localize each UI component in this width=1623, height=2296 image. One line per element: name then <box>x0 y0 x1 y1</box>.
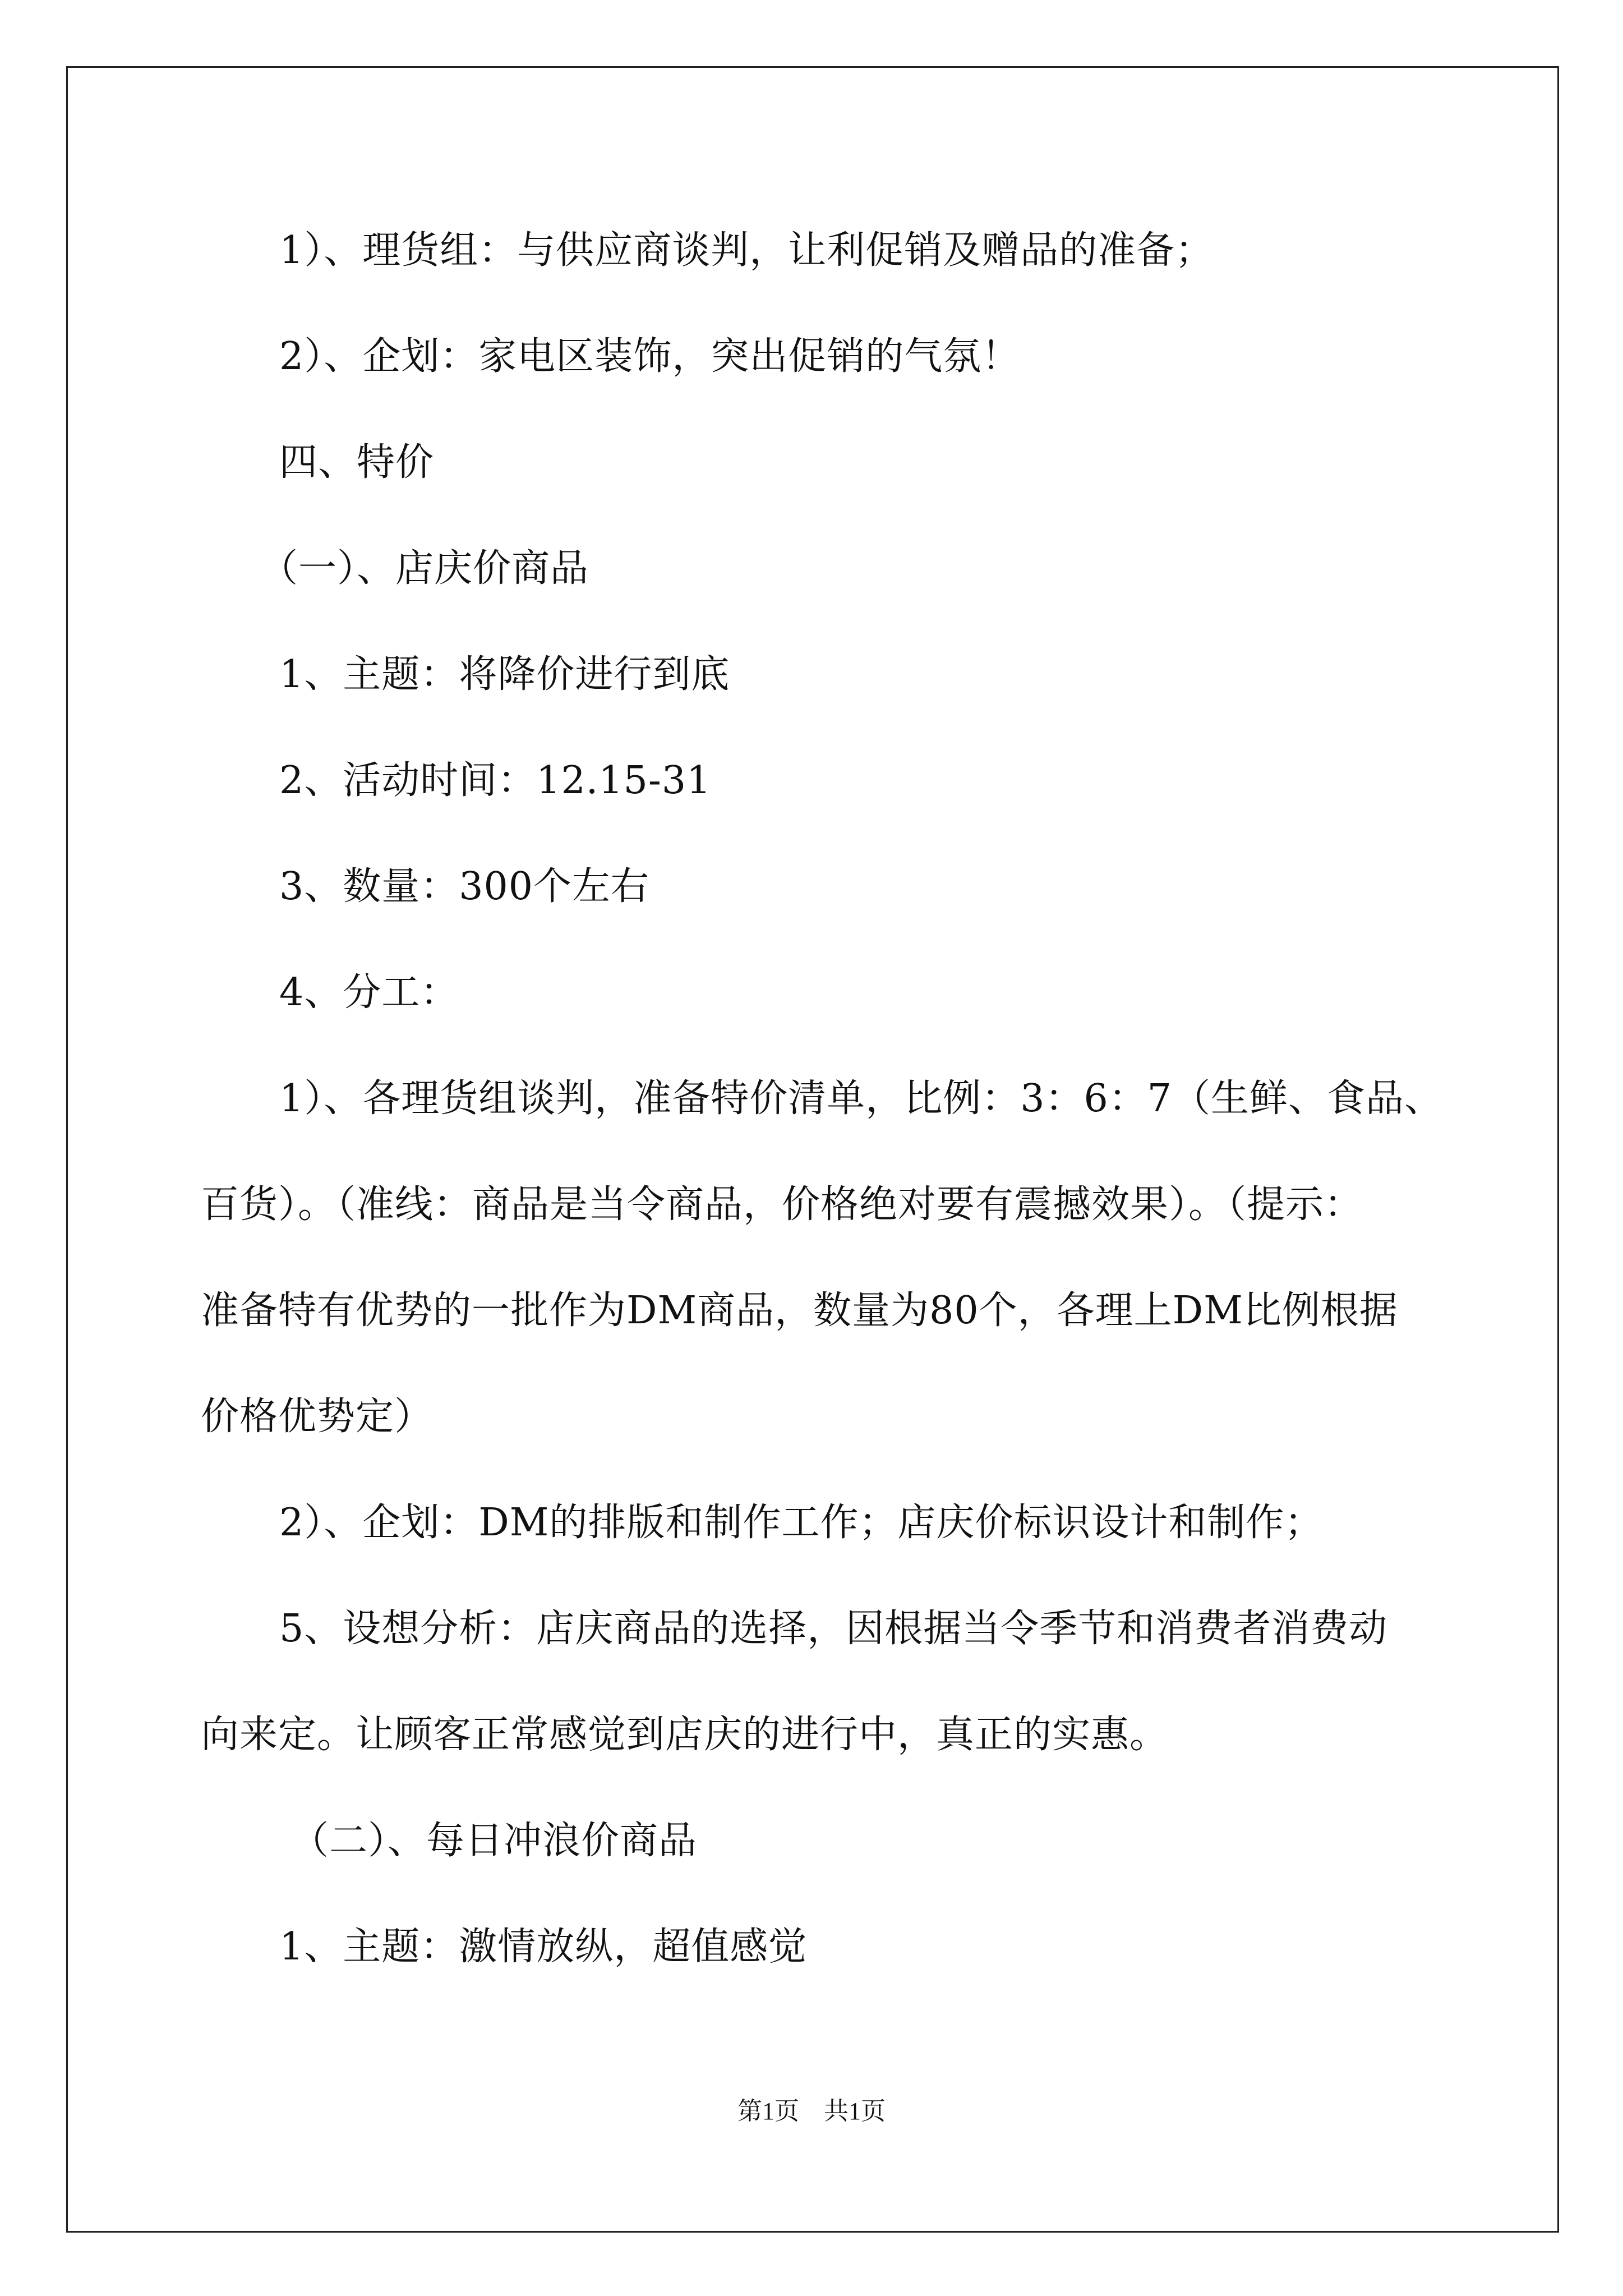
page-border <box>66 66 1559 2233</box>
page-footer: 第1页 共1页 <box>737 2097 886 2125</box>
paragraph-line: 价格优势定） <box>201 1395 434 1439</box>
section-heading: 四、特价 <box>279 440 435 485</box>
paragraph-line: 百货）。（准线：商品是当令商品，价格绝对要有震撼效果）。（提示： <box>201 1182 1363 1227</box>
paragraph-line: 2）、企划：家电区装饰，突出促销的气氛！ <box>279 334 1021 379</box>
subsection-heading: （二）、每日冲浪价商品 <box>291 1819 698 1863</box>
paragraph-line: 4、分工： <box>279 970 459 1015</box>
subsection-heading: （一）、店庆价商品 <box>260 546 589 591</box>
paragraph-line: 1）、各理货组谈判，准备特价清单，比例：3：6：7（生鲜、食品、 <box>279 1076 1444 1121</box>
paragraph-line: 1）、理货组：与供应商谈判，让利促销及赠品的准备； <box>279 228 1214 273</box>
paragraph-line: 准备特有优势的一批作为DM商品，数量为80个，各理上DM比例根据 <box>201 1289 1398 1333</box>
paragraph-line: 1、主题：激情放纵，超值感觉 <box>279 1925 808 1969</box>
paragraph-line: 向来定。让顾客正常感觉到店庆的进行中，真正的实惠。 <box>201 1713 1169 1757</box>
paragraph-line: 1、主题：将降价进行到底 <box>279 652 730 697</box>
paragraph-line: 3、数量：300个左右 <box>279 864 650 909</box>
paragraph-line: 5、设想分析：店庆商品的选择，因根据当令季节和消费者消费动 <box>279 1607 1388 1651</box>
paragraph-line: 2）、企划：DM的排版和制作工作；店庆价标识设计和制作； <box>279 1501 1324 1545</box>
paragraph-line: 2、活动时间：12.15-31 <box>279 758 712 803</box>
